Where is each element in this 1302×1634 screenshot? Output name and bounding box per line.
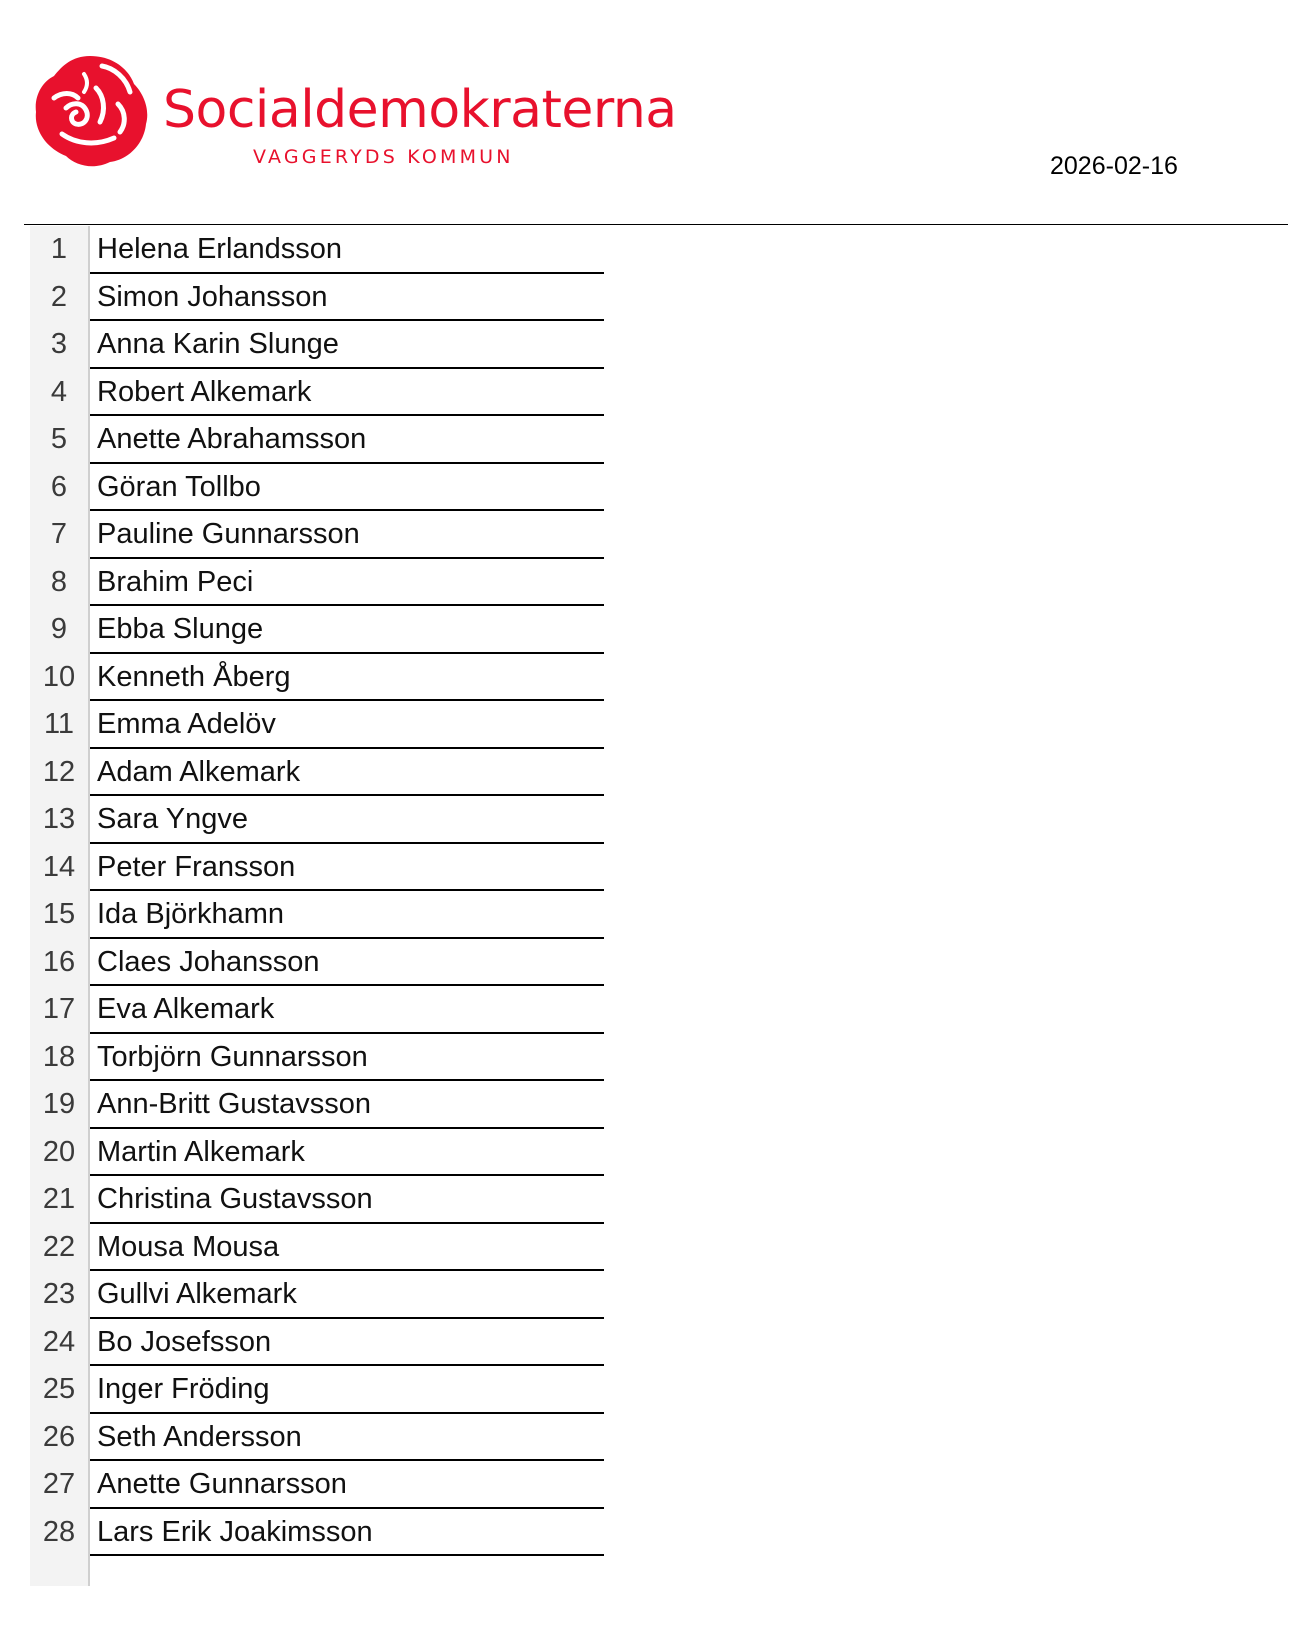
list-item (30, 274, 604, 322)
candidate-name: Anna Karin Slunge (90, 321, 604, 369)
row-number: 22 (30, 1224, 90, 1272)
list-item (30, 1176, 604, 1224)
brand-subtitle: VAGGERYDS KOMMUN (253, 146, 514, 168)
row-number: 24 (30, 1319, 90, 1367)
candidate-name: Ida Björkhamn (90, 891, 604, 939)
document-date: 2026-02-16 (1050, 152, 1178, 180)
list-item (30, 1461, 604, 1509)
candidate-list (30, 226, 604, 1586)
list-item (30, 369, 604, 417)
list-item (30, 559, 604, 607)
list-item (30, 1271, 604, 1319)
row-number: 2 (30, 274, 90, 322)
candidate-name: Torbjörn Gunnarsson (90, 1034, 604, 1082)
row-number: 7 (30, 511, 90, 559)
list-item (30, 416, 604, 464)
row-number: 3 (30, 321, 90, 369)
row-number: 8 (30, 559, 90, 607)
list-item (30, 749, 604, 797)
row-number: 5 (30, 416, 90, 464)
row-number: 15 (30, 891, 90, 939)
candidate-name: Eva Alkemark (90, 986, 604, 1034)
row-number: 21 (30, 1176, 90, 1224)
list-item (30, 1129, 604, 1177)
row-number: 17 (30, 986, 90, 1034)
list-item (30, 464, 604, 512)
list-item (30, 844, 604, 892)
row-number: 9 (30, 606, 90, 654)
list-item (30, 654, 604, 702)
candidate-name: Ann-Britt Gustavsson (90, 1081, 604, 1129)
row-number: 16 (30, 939, 90, 987)
candidate-name: Anette Gunnarsson (90, 1461, 604, 1509)
brand-name: Socialdemokraterna (163, 80, 677, 140)
candidate-name: Seth Andersson (90, 1414, 604, 1462)
list-item (30, 606, 604, 654)
candidate-name: Gullvi Alkemark (90, 1271, 604, 1319)
candidate-name: Adam Alkemark (90, 749, 604, 797)
rose-logo-icon (32, 52, 150, 172)
row-number: 19 (30, 1081, 90, 1129)
candidate-name: Lars Erik Joakimsson (90, 1509, 604, 1557)
list-item (30, 1366, 604, 1414)
candidate-name: Robert Alkemark (90, 369, 604, 417)
list-item (30, 891, 604, 939)
candidate-name: Ebba Slunge (90, 606, 604, 654)
row-number: 14 (30, 844, 90, 892)
row-number: 27 (30, 1461, 90, 1509)
row-number: 4 (30, 369, 90, 417)
row-number: 1 (30, 226, 90, 274)
candidate-name: Mousa Mousa (90, 1224, 604, 1272)
row-number: 20 (30, 1129, 90, 1177)
candidate-name: Inger Fröding (90, 1366, 604, 1414)
candidate-name: Claes Johansson (90, 939, 604, 987)
list-item (30, 796, 604, 844)
list-item (30, 1034, 604, 1082)
row-number: 13 (30, 796, 90, 844)
candidate-name: Göran Tollbo (90, 464, 604, 512)
candidate-name: Simon Johansson (90, 274, 604, 322)
candidate-name-cut-off (90, 1556, 604, 1586)
candidate-name: Bo Josefsson (90, 1319, 604, 1367)
list-item (30, 701, 604, 749)
candidate-name: Emma Adelöv (90, 701, 604, 749)
row-number: 28 (30, 1509, 90, 1557)
row-number: 12 (30, 749, 90, 797)
list-item (30, 1224, 604, 1272)
list-item (30, 939, 604, 987)
row-number: 6 (30, 464, 90, 512)
candidate-name: Brahim Peci (90, 559, 604, 607)
list-item (30, 226, 604, 274)
page-header (0, 0, 1302, 230)
candidate-name: Sara Yngve (90, 796, 604, 844)
row-number: 18 (30, 1034, 90, 1082)
candidate-name: Christina Gustavsson (90, 1176, 604, 1224)
candidate-name: Anette Abrahamsson (90, 416, 604, 464)
row-number: 10 (30, 654, 90, 702)
candidate-name: Helena Erlandsson (90, 226, 604, 274)
list-item (30, 1081, 604, 1129)
list-item (30, 1414, 604, 1462)
candidate-name: Martin Alkemark (90, 1129, 604, 1177)
list-item (30, 511, 604, 559)
candidate-name: Kenneth Åberg (90, 654, 604, 702)
list-item (30, 986, 604, 1034)
candidate-name: Peter Fransson (90, 844, 604, 892)
candidate-name: Pauline Gunnarsson (90, 511, 604, 559)
row-number: 23 (30, 1271, 90, 1319)
row-number: 11 (30, 701, 90, 749)
list-item (30, 1509, 604, 1557)
list-item (30, 1319, 604, 1367)
header-divider (24, 224, 1288, 225)
row-number: 26 (30, 1414, 90, 1462)
row-number: 25 (30, 1366, 90, 1414)
row-number-cut-off (30, 1556, 90, 1586)
list-item (30, 321, 604, 369)
list-item-cut-off (30, 1556, 604, 1586)
